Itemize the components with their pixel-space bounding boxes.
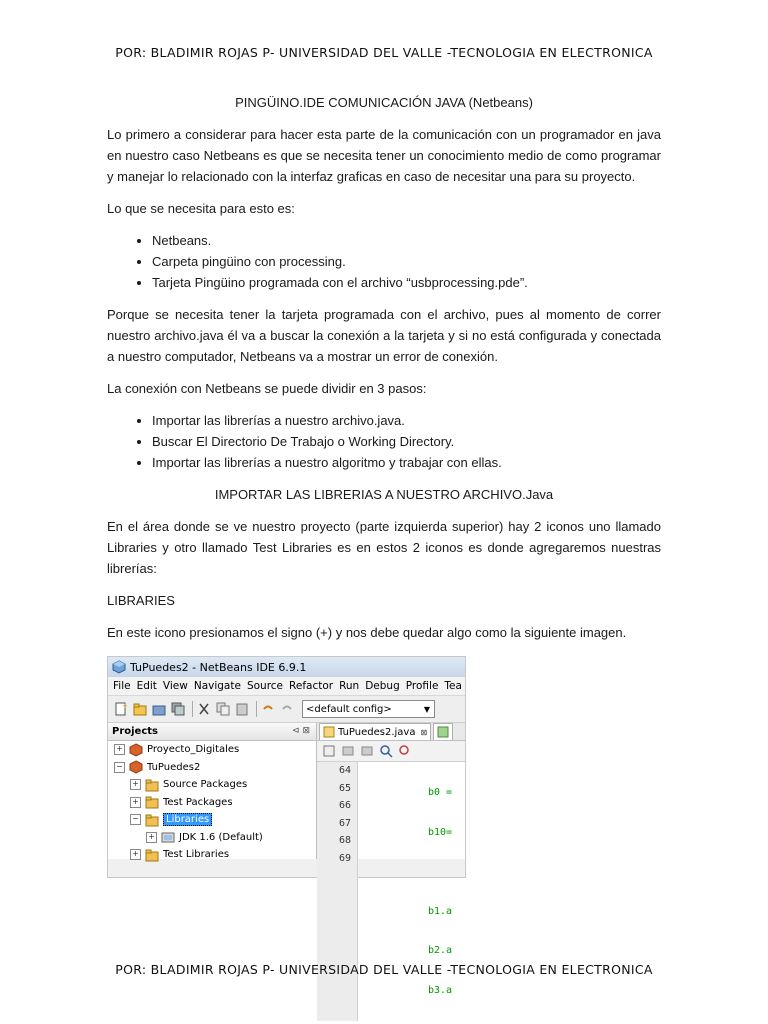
project-icon xyxy=(129,743,143,757)
projects-panel xyxy=(108,723,317,859)
menu-source[interactable]: Source xyxy=(246,680,284,692)
code-line: b3.a xyxy=(428,984,453,996)
svg-text:+: + xyxy=(122,702,128,710)
expand-icon[interactable]: + xyxy=(130,779,141,790)
tree-item-label: JDK 1.6 (Default) xyxy=(179,831,263,843)
code-line: b10= xyxy=(428,826,453,838)
find-previous-icon[interactable] xyxy=(397,743,413,759)
tab-label: TuPuedes2.java xyxy=(338,726,416,738)
line-number: 66 xyxy=(338,800,351,811)
menu-file[interactable]: File xyxy=(113,680,131,692)
project-icon xyxy=(129,760,143,774)
list-item: • Importar las librerías a nuestro algoritmo y trabajar con ellas. xyxy=(152,452,661,473)
config-value: <default config> xyxy=(306,703,392,715)
tree-item[interactable] xyxy=(108,829,316,847)
tab-other[interactable] xyxy=(433,723,453,740)
tree-item[interactable] xyxy=(108,811,316,829)
config-dropdown[interactable] xyxy=(302,700,435,718)
needs-list xyxy=(107,230,661,293)
expand-icon[interactable]: + xyxy=(130,849,141,860)
list-item: • Netbeans. xyxy=(152,230,661,251)
reason-paragraph: Porque se necesita tener la tarjeta programada con el archivo, pues al momento de correr nuestro archivo.java él va a buscar la conexión a la tarjeta y si no está configurada y conectada a nuestro computador, Netbeans va a mostrar un error de conexión. xyxy=(107,307,661,364)
menu-navigate[interactable]: Navigate xyxy=(193,680,241,692)
list-item: • Carpeta pingüino con processing. xyxy=(152,251,661,272)
netbeans-cube-icon xyxy=(112,660,126,674)
project-tree xyxy=(108,741,316,864)
code-lines xyxy=(358,762,460,1021)
collapse-icon[interactable]: − xyxy=(114,762,125,773)
editor-tabs xyxy=(317,723,465,741)
code-area[interactable] xyxy=(317,762,465,1021)
folder-icon xyxy=(145,813,159,827)
forward-icon[interactable] xyxy=(359,743,375,759)
toolbar xyxy=(108,696,465,723)
line-number: 69 xyxy=(338,852,351,864)
back-icon[interactable] xyxy=(340,743,356,759)
section-paragraph: En el área donde se ve nuestro proyecto (parte izquierda superior) hay 2 iconos uno llamado Libraries y otro llamado Test Libraries es en estos 2 iconos es donde agregaremos nuestras librerías: xyxy=(107,519,661,576)
libraries-paragraph: En este icono presionamos el signo (+) y nos debe quedar algo como la siguiente imagen. xyxy=(107,625,627,640)
tree-item-label: Proyecto_Digitales xyxy=(147,744,240,756)
menu-profile[interactable]: Profile xyxy=(405,680,439,692)
toolbar-separator xyxy=(192,701,193,717)
folder-icon xyxy=(145,778,159,792)
tree-item-label: Test Libraries xyxy=(163,849,230,861)
line-number-gutter xyxy=(317,762,358,1021)
save-all-icon[interactable] xyxy=(170,701,186,717)
menubar xyxy=(108,677,465,696)
search-icon[interactable] xyxy=(378,743,394,759)
menu-view[interactable]: View xyxy=(162,680,188,692)
code-line: b2.a xyxy=(428,945,453,956)
paste-icon[interactable] xyxy=(234,701,250,717)
intro-paragraph: Lo primero a considerar para hacer esta parte de la comunicación con un programador en java en nuestro caso Netbeans es que se necesita tener un conocimiento medio de como programar y manejar lo relacionado con la interfaz graficas en caso de necesitar una para su proyecto. xyxy=(107,127,661,184)
list-item: • Buscar El Directorio De Trabajo o Working Directory. xyxy=(152,431,661,452)
menu-debug[interactable]: Debug xyxy=(365,680,400,692)
panel-controls[interactable]: ⊲ ⊠ xyxy=(292,726,310,736)
list-item: • Importar las librerías a nuestro archivo.java. xyxy=(152,410,661,431)
line-number: 67 xyxy=(338,817,351,829)
line-number: 68 xyxy=(338,835,351,846)
page-footer: POR: BLADIMIR ROJAS P- UNIVERSIDAD DEL VALLE -TECNOLOGIA EN ELECTRONICA xyxy=(115,962,653,977)
window-titlebar xyxy=(108,657,465,677)
new-project-icon[interactable] xyxy=(132,701,148,717)
tree-item[interactable] xyxy=(108,794,316,812)
toolbar-separator xyxy=(256,701,257,717)
document-title: PINGÜINO.IDE COMUNICACIÓN JAVA (Netbeans) xyxy=(235,95,533,110)
line-number: 65 xyxy=(338,782,351,794)
tree-item[interactable] xyxy=(108,846,316,864)
menu-edit[interactable]: Edit xyxy=(136,680,157,692)
tree-item[interactable] xyxy=(108,776,316,794)
tree-item[interactable] xyxy=(108,759,316,777)
java-file-icon xyxy=(323,726,335,738)
window-title: TuPuedes2 - NetBeans IDE 6.9.1 xyxy=(130,660,307,674)
chevron-down-icon: ▼ xyxy=(423,705,430,714)
list-item: • Tarjeta Pingüino programada con el archivo “usbprocessing.pde”. xyxy=(152,272,661,293)
document-body xyxy=(107,92,661,654)
tree-item-label: Libraries xyxy=(163,813,212,826)
menu-run[interactable]: Run xyxy=(339,680,360,692)
steps-list xyxy=(107,410,661,473)
tab-tupuedes2-java[interactable] xyxy=(319,723,431,740)
source-history-icon[interactable] xyxy=(321,743,337,759)
line-number: 64 xyxy=(338,765,351,776)
expand-icon[interactable]: + xyxy=(146,832,157,843)
page-header: POR: BLADIMIR ROJAS P- UNIVERSIDAD DEL VALLE -TECNOLOGIA EN ELECTRONICA xyxy=(115,45,653,60)
close-icon[interactable]: ⊠ xyxy=(420,727,428,737)
needs-label: Lo que se necesita para esto es: xyxy=(107,201,295,216)
editor-toolbar xyxy=(317,741,465,762)
library-jar-icon xyxy=(161,830,175,844)
open-project-icon[interactable] xyxy=(151,701,167,717)
editor-panel xyxy=(317,723,465,996)
libraries-heading: LIBRARIES xyxy=(107,593,175,608)
cut-icon[interactable] xyxy=(196,701,212,717)
steps-label: La conexión con Netbeans se puede dividir en 3 pasos: xyxy=(107,381,427,396)
section-title: IMPORTAR LAS LIBRERIAS A NUESTRO ARCHIVO.Java xyxy=(214,487,554,502)
code-line: b0 = xyxy=(428,787,453,798)
copy-icon[interactable] xyxy=(215,701,231,717)
collapse-icon[interactable]: − xyxy=(130,814,141,825)
projects-header xyxy=(108,723,316,741)
projects-title: Projects xyxy=(112,726,159,737)
code-line xyxy=(428,863,460,881)
undo-icon[interactable] xyxy=(260,701,276,717)
expand-icon[interactable]: + xyxy=(130,797,141,808)
tree-item[interactable] xyxy=(108,741,316,759)
expand-icon[interactable]: + xyxy=(114,744,125,755)
folder-icon xyxy=(145,795,159,809)
folder-icon xyxy=(145,848,159,862)
java-file-icon xyxy=(437,726,449,738)
tree-item-label: TuPuedes2 xyxy=(147,761,201,773)
menu-refactor[interactable]: Refactor xyxy=(289,680,334,692)
new-file-icon[interactable] xyxy=(113,701,129,717)
code-line: b1.a xyxy=(428,905,453,917)
redo-icon[interactable] xyxy=(279,701,295,717)
tree-item-label: Test Packages xyxy=(163,796,233,808)
tree-item-label: Source Packages xyxy=(163,779,248,791)
menu-team[interactable]: Tea xyxy=(444,680,462,692)
